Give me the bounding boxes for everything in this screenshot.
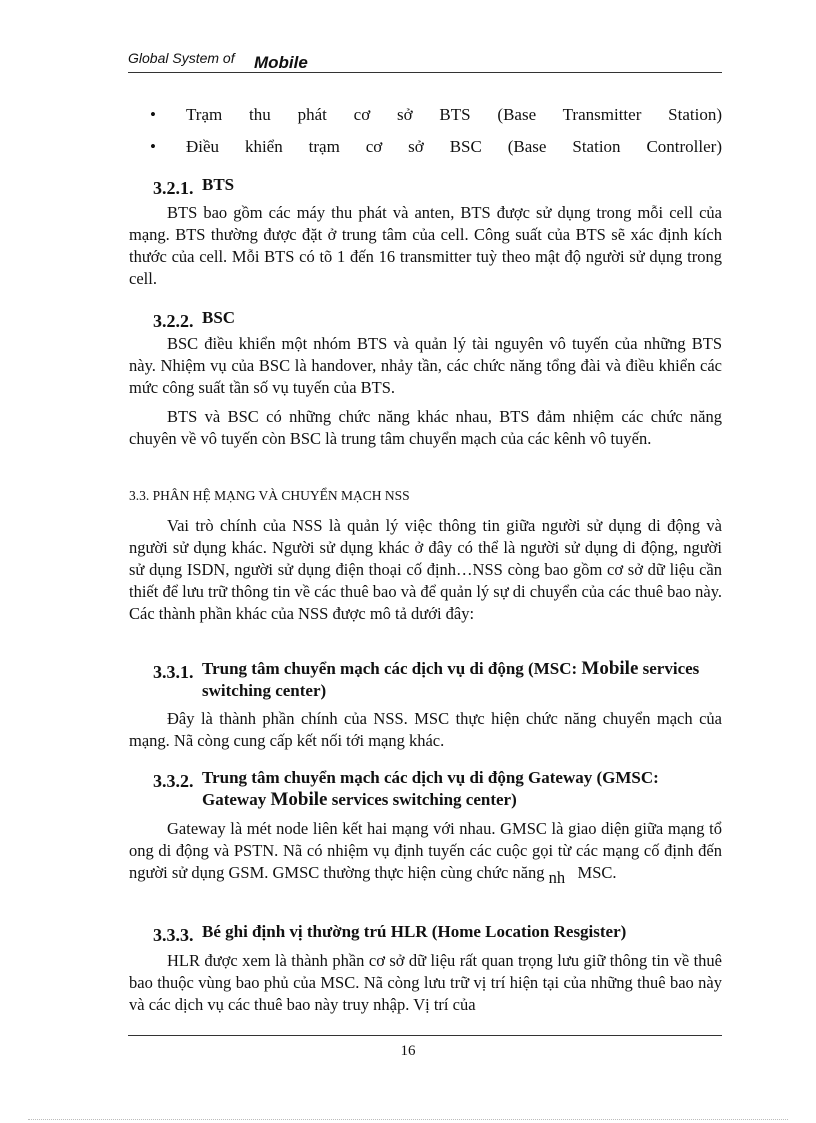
section-title: BTS — [202, 175, 235, 194]
footer-rule — [128, 1035, 722, 1036]
section-number: 3.2.1. — [153, 178, 194, 198]
paragraph: BTS bao gồm các máy thu phát và anten, BTS được sử dụng trong mỗi cell của mạng. BTS thường được đặt ở trung tâm của cell. Công suất của BTS sẽ xác định kích thước của cell. Mỗi BTS có tõ 1 đến 16 transmitter tuỳ theo mật độ người sử dụng trong cell. — [129, 203, 722, 288]
section-number: 3.3.1. — [153, 662, 194, 682]
paragraph: BSC điều khiển một nhóm BTS và quản lý tài nguyên vô tuyến của những BTS này. Nhiệm vụ của BSC là handover, nhảy tần, các chức năng tổng đài và điều khiển các mức công suất tần số vụ tuyến của BTS. — [129, 334, 722, 397]
section-title: Trung tâm chuyển mạch các dịch vụ di động Gateway (GMSC: Gateway Mobile services switching center) — [202, 768, 659, 810]
bullet-text: Trạm thu phát cơ sở BTS (Base Transmitter Station) — [186, 105, 722, 124]
page-border — [28, 1119, 788, 1120]
bullet-text: Điều khiển trạm cơ sở BSC (Base Station Controller) — [186, 137, 722, 156]
header-prefix: Global System of — [128, 50, 235, 66]
paragraph: Vai trò chính của NSS là quản lý việc thông tin giữa người sử dụng di động và người sử dụng khác. Người sử dụng khác ở đây có thể là người sử dụng di động, người sử dụng ISDN, người sử dụng điện thoại cố định…NSS còng bao gồm cơ sở dữ liệu cần thiết để lưu trữ thông tin về các thuê bao và để quản lý sự di chuyển của các thuê bao này. Các thành phần khác của NSS được mô tả dưới đây: — [129, 516, 722, 623]
page-number: 16 — [400, 1043, 416, 1059]
section-title: Bé ghi định vị thường trú HLR (Home Location Resgister) — [202, 922, 627, 941]
section-number: 3.3.2. — [153, 771, 194, 791]
section-title: BSC — [202, 308, 236, 327]
bullet-marker: • — [150, 137, 156, 156]
section-number: 3.2.2. — [153, 311, 194, 331]
bullet-marker: • — [150, 105, 156, 124]
paragraph: Đây là thành phần chính của NSS. MSC thực hiện chức năng chuyển mạch của mạng. Nã còng cung cấp kết nối tới mạng khác. — [129, 709, 722, 750]
running-header — [128, 48, 722, 73]
paragraph: BTS và BSC có những chức năng khác nhau, BTS đảm nhiệm các chức năng chuyên về vô tuyến còn BSC là trung tâm chuyển mạch của các kênh vô tuyến. — [129, 407, 722, 448]
paragraph: HLR được xem là thành phần cơ sở dữ liệu rất quan trọng lưu giữ thông tin về thuê bao thuộc vùng bao phủ của MSC. Nã còng lưu trữ vị trí hiện tại của những thuê bao này và các dịch vụ các thuê bao này truy nhập. Vị trí của — [129, 951, 722, 1014]
chapter-heading: 3.3. PHÂN HỆ MẠNG VÀ CHUYỂN MẠCH NSS — [129, 488, 410, 503]
section-title: Trung tâm chuyển mạch các dịch vụ di động (MSC: Mobile services switching center) — [202, 658, 700, 700]
paragraph: Gateway là mét node liên kết hai mạng với nhau. GMSC là giao diện giữa mạng tổ ong di động và PSTN. Nã có nhiệm vụ định tuyến các cuộc gọi từ các mạng cố định đến người sử dụng GSM. GMSC thường thực hiện cùng chức năng nh MSC. — [129, 819, 722, 887]
section-number: 3.3.3. — [153, 925, 194, 945]
header-suffix: Mobile — [254, 53, 308, 72]
